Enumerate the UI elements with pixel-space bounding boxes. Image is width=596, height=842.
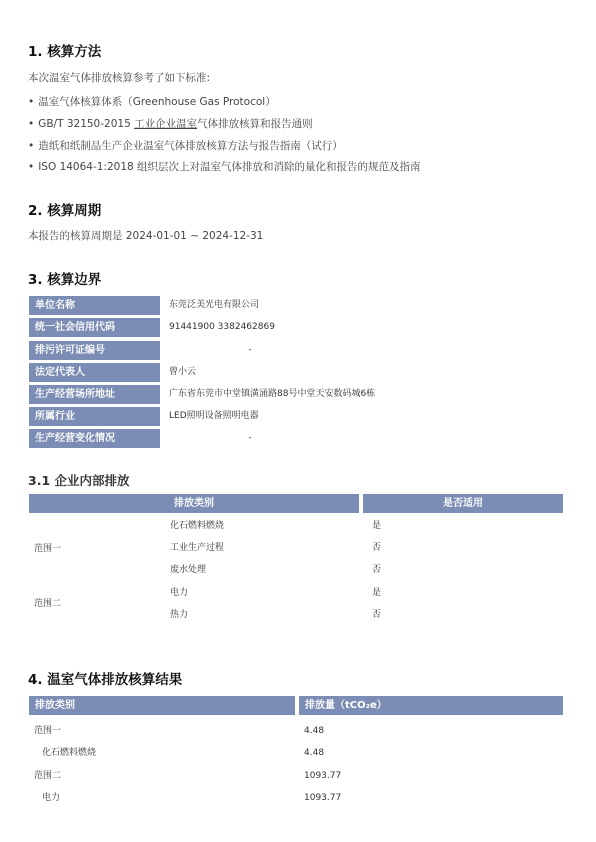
emission-category: 废水处理: [170, 565, 207, 575]
applicable-value: 否: [372, 565, 382, 575]
standard-item-3: [28, 138, 343, 153]
result-amount: 4.48: [304, 748, 325, 758]
boundary-value: -: [248, 345, 252, 355]
emission-category: 热力: [170, 610, 189, 620]
result-category: 化石燃料燃烧: [42, 748, 97, 758]
boundary-value: 91441900 3382462869: [169, 322, 275, 332]
emission-category: 电力: [170, 588, 189, 598]
standard-item-text: 温室气体核算体系（Greenhouse Gas Protocol）: [38, 96, 276, 108]
boundary-label: 生产经营场所地址: [29, 385, 160, 404]
bullet: •: [28, 96, 35, 108]
standard-item-text: GB/T 32150-2015: [38, 118, 135, 130]
result-amount: 1093.77: [304, 793, 342, 803]
applicable-value: 是: [372, 521, 382, 531]
table-header: 是否适用: [363, 494, 563, 513]
applicable-value: 是: [372, 588, 382, 598]
boundary-label: 法定代表人: [29, 363, 160, 382]
standard-item-4: [28, 159, 421, 174]
standard-item-1: [28, 94, 276, 109]
bullet: •: [28, 118, 35, 130]
result-scope: 范围一: [34, 726, 62, 736]
boundary-label: 单位名称: [29, 296, 160, 315]
boundary-value: -: [248, 433, 252, 443]
emission-category: 化石燃料燃烧: [170, 521, 225, 531]
applicable-value: 否: [372, 543, 382, 553]
standard-item-text: 气体排放核算和报告通则: [197, 118, 313, 130]
emission-category: 工业生产过程: [170, 543, 225, 553]
scope-label: 范围二: [34, 599, 62, 609]
standard-item-text: ISO 14064-1:2018 组织层次上对温室气体排放和消除的量化和报告的规范及指南: [38, 161, 421, 173]
result-category: 电力: [42, 793, 61, 803]
section-4-title: 4. 温室气体排放核算结果: [28, 672, 183, 688]
bullet: •: [28, 161, 35, 173]
result-amount: 1093.77: [304, 771, 342, 781]
standard-item-underlined: 工业企业温室: [134, 118, 198, 130]
boundary-label: 排污许可证编号: [29, 341, 160, 360]
boundary-label: 生产经营变化情况: [29, 429, 160, 448]
section-3-1-title: 3.1 企业内部排放: [28, 473, 130, 488]
result-amount: 4.48: [304, 726, 325, 736]
table-header: 排放量（tCO₂e）: [299, 696, 563, 715]
result-scope: 范围二: [34, 771, 62, 781]
section-1-intro: 本次温室气体排放核算参考了如下标准:: [28, 72, 211, 84]
standard-item-2: [28, 116, 313, 131]
standard-item-text: 造纸和纸制品生产企业温室气体排放核算方法与报告指南（试行）: [38, 140, 343, 152]
boundary-value: 东莞泛美光电有限公司: [169, 300, 260, 310]
boundary-value: LED照明设备照明电器: [169, 411, 259, 421]
table-header: 排放类别: [29, 494, 359, 513]
period-text: 本报告的核算周期是 2024-01-01 ~ 2024-12-31: [28, 230, 264, 242]
boundary-label: 所属行业: [29, 407, 160, 426]
section-1-title: 1. 核算方法: [28, 44, 102, 60]
scope-label: 范围一: [34, 544, 62, 554]
section-2-title: 2. 核算周期: [28, 203, 102, 219]
boundary-value: 广东省东莞市中堂镇潢涌路88号中堂天安数码城6栋: [169, 389, 376, 399]
bullet: •: [28, 140, 35, 152]
boundary-label: 统一社会信用代码: [29, 318, 160, 337]
section-3-title: 3. 核算边界: [28, 272, 102, 288]
table-header: 排放类别: [29, 696, 295, 715]
boundary-value: 曾小云: [169, 367, 197, 377]
applicable-value: 否: [372, 610, 382, 620]
